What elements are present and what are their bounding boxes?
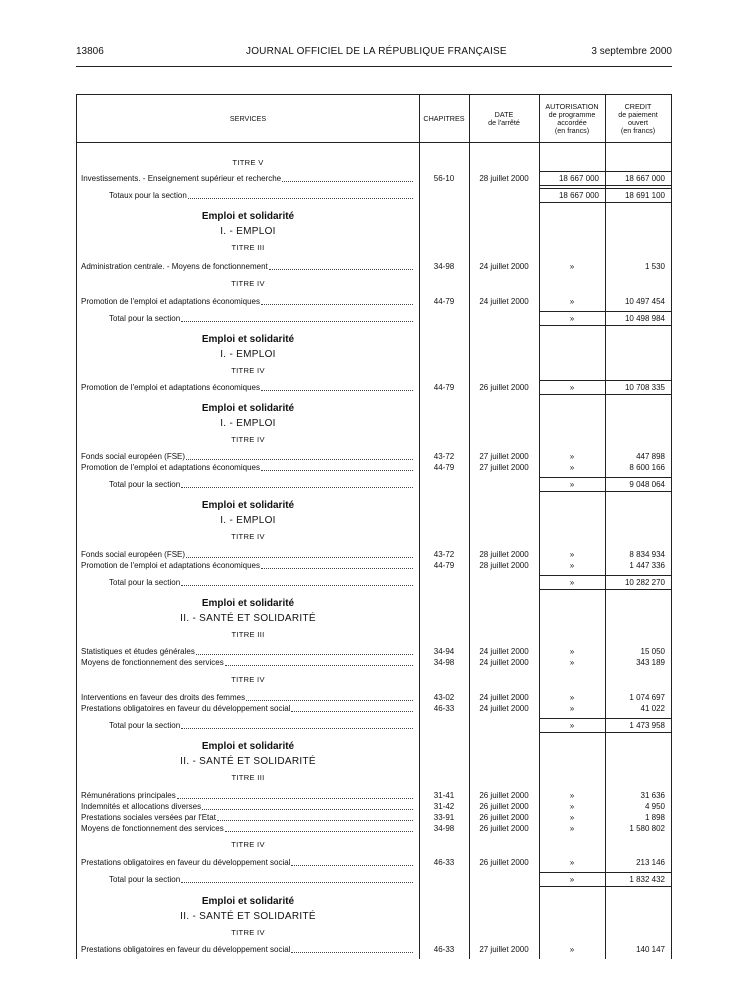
credit-cell: 1 074 697 bbox=[629, 693, 665, 702]
col-header-services: SERVICES bbox=[229, 113, 267, 123]
titre-heading: TITRE IV bbox=[231, 435, 265, 444]
chapitre-cell: 34-98 bbox=[433, 262, 455, 271]
date-cell: 24 juillet 2000 bbox=[479, 693, 529, 702]
row-label-text: Total pour la section bbox=[109, 480, 181, 489]
row-label bbox=[81, 561, 413, 571]
box-rule bbox=[539, 185, 671, 186]
chapitre-cell: 31-42 bbox=[433, 802, 455, 811]
row-label bbox=[109, 721, 413, 731]
table-row bbox=[77, 383, 671, 393]
row-label-text: Indemnités et allocations diverses bbox=[81, 802, 202, 811]
titre-heading: TITRE III bbox=[231, 773, 265, 782]
leader-dots bbox=[282, 181, 413, 182]
row-label bbox=[109, 191, 413, 201]
table-row bbox=[77, 813, 671, 823]
box-rule bbox=[539, 188, 671, 189]
chapitre-cell: 46-33 bbox=[433, 945, 455, 954]
titre-heading: TITRE IV bbox=[231, 279, 265, 288]
credit-cell: 10 282 270 bbox=[624, 578, 665, 587]
leader-dots bbox=[217, 820, 413, 821]
credit-cell: 10 498 984 bbox=[624, 314, 665, 323]
total-row bbox=[77, 721, 671, 731]
row-label bbox=[81, 262, 413, 272]
date-cell: 26 juillet 2000 bbox=[479, 802, 529, 811]
credit-cell: 4 950 bbox=[644, 802, 665, 811]
leader-dots bbox=[177, 798, 413, 799]
credit-cell: 41 022 bbox=[640, 704, 665, 713]
row-label-text: Fonds social européen (FSE) bbox=[81, 550, 186, 559]
date-cell: 26 juillet 2000 bbox=[479, 858, 529, 867]
total-row bbox=[77, 480, 671, 490]
credit-cell: 10 708 335 bbox=[624, 383, 665, 392]
row-label-text: Prestations obligatoires en faveur du développement social bbox=[81, 704, 291, 713]
autorisation-cell: » bbox=[569, 561, 575, 570]
row-label-text: Administration centrale. - Moyens de fonctionnement bbox=[81, 262, 268, 271]
chapitre-cell: 44-79 bbox=[433, 383, 455, 392]
row-label bbox=[81, 647, 413, 657]
table-row bbox=[77, 297, 671, 307]
leader-dots bbox=[181, 728, 413, 729]
credit-cell: 1 898 bbox=[644, 813, 665, 822]
autorisation-cell: 18 667 000 bbox=[558, 191, 599, 200]
credit-cell: 1 447 336 bbox=[629, 561, 665, 570]
autorisation-cell: » bbox=[569, 297, 575, 306]
journal-title: JOURNAL OFFICIEL DE LA RÉPUBLIQUE FRANÇAISE bbox=[246, 46, 507, 57]
credit-cell: 18 691 100 bbox=[624, 191, 665, 200]
row-label-text: Moyens de fonctionnement des services bbox=[81, 658, 224, 667]
credit-cell: 213 146 bbox=[636, 858, 665, 867]
ministry-heading: Emploi et solidarité bbox=[201, 500, 295, 511]
credit-cell: 447 898 bbox=[636, 452, 665, 461]
issue-date: 3 septembre 2000 bbox=[591, 46, 672, 57]
autorisation-cell: » bbox=[569, 704, 575, 713]
total-row bbox=[77, 578, 671, 588]
date-cell: 24 juillet 2000 bbox=[479, 297, 529, 306]
section-heading: II. - SANTÉ ET SOLIDARITÉ bbox=[180, 911, 316, 922]
ministry-heading: Emploi et solidarité bbox=[201, 896, 295, 907]
table-row bbox=[77, 452, 671, 462]
chapitre-cell: 31-41 bbox=[433, 791, 455, 800]
chapitre-cell: 46-33 bbox=[433, 858, 455, 867]
date-cell: 28 juillet 2000 bbox=[479, 174, 529, 183]
row-label bbox=[81, 550, 413, 560]
row-label-text: Promotion de l'emploi et adaptations économiques bbox=[81, 383, 260, 392]
leader-dots bbox=[181, 882, 413, 883]
row-label bbox=[81, 945, 413, 955]
row-label-text: Total pour la section bbox=[109, 875, 181, 884]
autorisation-cell: » bbox=[569, 480, 575, 489]
ministry-heading: Emploi et solidarité bbox=[201, 598, 295, 609]
ministry-heading: Emploi et solidarité bbox=[201, 211, 295, 222]
credit-cell: 31 636 bbox=[640, 791, 665, 800]
header-rule bbox=[76, 66, 672, 67]
credit-cell: 1 580 802 bbox=[629, 824, 665, 833]
row-label-text: Rémunérations principales bbox=[81, 791, 176, 800]
autorisation-cell: » bbox=[569, 647, 575, 656]
date-cell: 26 juillet 2000 bbox=[479, 791, 529, 800]
date-cell: 28 juillet 2000 bbox=[479, 550, 529, 559]
box-rule bbox=[539, 575, 671, 576]
leader-dots bbox=[202, 809, 413, 810]
col-header-chapitres: CHAPITRES bbox=[423, 113, 465, 123]
autorisation-cell: » bbox=[569, 858, 575, 867]
col-header-credit: CREDIT de paiement ouvert (en francs) bbox=[618, 101, 658, 135]
row-label-text: Prestations sociales versées par l'Etat bbox=[81, 813, 216, 822]
table-row bbox=[77, 704, 671, 714]
table-row bbox=[77, 174, 671, 184]
row-label bbox=[81, 813, 413, 823]
leader-dots bbox=[246, 700, 413, 701]
ministry-heading: Emploi et solidarité bbox=[201, 741, 295, 752]
row-label-text: Investissements. - Enseignement supérieur et recherche bbox=[81, 174, 282, 183]
section-heading: I. - EMPLOI bbox=[220, 226, 276, 237]
box-rule bbox=[539, 202, 671, 203]
row-label bbox=[109, 314, 413, 324]
box-rule bbox=[539, 872, 671, 873]
autorisation-cell: » bbox=[569, 693, 575, 702]
row-label bbox=[81, 824, 413, 834]
table-row bbox=[77, 647, 671, 657]
date-cell: 28 juillet 2000 bbox=[479, 561, 529, 570]
box-rule bbox=[539, 491, 671, 492]
table-row bbox=[77, 463, 671, 473]
row-label bbox=[81, 463, 413, 473]
col-header-date: DATE de l'arrêté bbox=[488, 109, 520, 127]
chapitre-cell: 46-33 bbox=[433, 704, 455, 713]
leader-dots bbox=[188, 198, 413, 199]
chapitre-cell: 43-02 bbox=[433, 693, 455, 702]
ministry-heading: Emploi et solidarité bbox=[201, 334, 295, 345]
credit-cell: 343 189 bbox=[636, 658, 665, 667]
chapitre-cell: 33-91 bbox=[433, 813, 455, 822]
autorisation-cell: » bbox=[569, 578, 575, 587]
table-row bbox=[77, 858, 671, 868]
row-label-text: Fonds social européen (FSE) bbox=[81, 452, 186, 461]
credit-cell: 8 600 166 bbox=[629, 463, 665, 472]
credit-cell: 18 667 000 bbox=[624, 174, 665, 183]
autorisation-cell: » bbox=[569, 550, 575, 559]
leader-dots bbox=[261, 470, 413, 471]
table-row bbox=[77, 791, 671, 801]
box-rule bbox=[539, 171, 671, 172]
titre-heading: TITRE IV bbox=[231, 675, 265, 684]
box-rule bbox=[539, 325, 671, 326]
leader-dots bbox=[181, 321, 413, 322]
autorisation-cell: » bbox=[569, 262, 575, 271]
leader-dots bbox=[186, 557, 413, 558]
col-header-autorisation: AUTORISATION de programme accordée (en francs) bbox=[545, 101, 599, 135]
row-label bbox=[109, 875, 413, 885]
total-row bbox=[77, 191, 671, 201]
date-cell: 26 juillet 2000 bbox=[479, 813, 529, 822]
chapitre-cell: 44-79 bbox=[433, 463, 455, 472]
row-label-text: Moyens de fonctionnement des services bbox=[81, 824, 224, 833]
row-label-text: Prestations obligatoires en faveur du développement social bbox=[81, 945, 291, 954]
leader-dots bbox=[291, 952, 413, 953]
total-row bbox=[77, 314, 671, 324]
credit-cell: 15 050 bbox=[640, 647, 665, 656]
credit-cell: 9 048 064 bbox=[629, 480, 665, 489]
date-cell: 24 juillet 2000 bbox=[479, 647, 529, 656]
chapitre-cell: 34-94 bbox=[433, 647, 455, 656]
credit-cell: 8 834 934 bbox=[629, 550, 665, 559]
autorisation-cell: » bbox=[569, 452, 575, 461]
row-label-text: Statistiques et études générales bbox=[81, 647, 195, 656]
leader-dots bbox=[186, 459, 413, 460]
credit-cell: 1 473 958 bbox=[629, 721, 665, 730]
chapitre-cell: 43-72 bbox=[433, 550, 455, 559]
credit-cell: 10 497 454 bbox=[624, 297, 665, 306]
leader-dots bbox=[225, 665, 413, 666]
section-heading: I. - EMPLOI bbox=[220, 349, 276, 360]
page-number: 13806 bbox=[76, 46, 104, 57]
box-rule bbox=[539, 394, 671, 395]
ministry-heading: Emploi et solidarité bbox=[201, 403, 295, 414]
leader-dots bbox=[196, 654, 413, 655]
table-row bbox=[77, 945, 671, 955]
row-label-text: Promotion de l'emploi et adaptations économiques bbox=[81, 297, 260, 306]
chapitre-cell: 34-98 bbox=[433, 658, 455, 667]
row-label bbox=[81, 704, 413, 714]
box-rule bbox=[539, 477, 671, 478]
autorisation-cell: » bbox=[569, 875, 575, 884]
row-label-text: Totaux pour la section bbox=[109, 191, 187, 200]
titre-heading: TITRE IV bbox=[231, 840, 265, 849]
row-label bbox=[81, 693, 413, 703]
box-rule bbox=[539, 311, 671, 312]
budget-table bbox=[76, 94, 672, 959]
credit-cell: 1 832 432 bbox=[629, 875, 665, 884]
section-heading: I. - EMPLOI bbox=[220, 418, 276, 429]
titre-heading: TITRE IV bbox=[231, 366, 265, 375]
row-label bbox=[81, 452, 413, 462]
box-rule bbox=[539, 886, 671, 887]
box-rule bbox=[539, 718, 671, 719]
date-cell: 27 juillet 2000 bbox=[479, 463, 529, 472]
row-label-text: Total pour la section bbox=[109, 578, 181, 587]
row-label bbox=[81, 297, 413, 307]
date-cell: 24 juillet 2000 bbox=[479, 704, 529, 713]
table-row bbox=[77, 561, 671, 571]
autorisation-cell: » bbox=[569, 658, 575, 667]
autorisation-cell: » bbox=[569, 802, 575, 811]
row-label bbox=[81, 802, 413, 812]
box-rule bbox=[539, 732, 671, 733]
total-row bbox=[77, 875, 671, 885]
row-label bbox=[81, 658, 413, 668]
leader-dots bbox=[181, 487, 413, 488]
table-row bbox=[77, 658, 671, 668]
date-cell: 26 juillet 2000 bbox=[479, 824, 529, 833]
leader-dots bbox=[261, 568, 413, 569]
box-rule bbox=[539, 589, 671, 590]
row-label bbox=[81, 791, 413, 801]
table-row bbox=[77, 262, 671, 272]
row-label bbox=[81, 858, 413, 868]
table-row bbox=[77, 824, 671, 834]
row-label-text: Prestations obligatoires en faveur du développement social bbox=[81, 858, 291, 867]
titre-heading: TITRE IV bbox=[231, 928, 265, 937]
row-label bbox=[81, 174, 413, 184]
credit-cell: 1 530 bbox=[644, 262, 665, 271]
section-heading: II. - SANTÉ ET SOLIDARITÉ bbox=[180, 613, 316, 624]
row-label bbox=[81, 383, 413, 393]
row-label-text: Total pour la section bbox=[109, 314, 181, 323]
date-cell: 24 juillet 2000 bbox=[479, 262, 529, 271]
autorisation-cell: » bbox=[569, 721, 575, 730]
leader-dots bbox=[291, 865, 413, 866]
autorisation-cell: » bbox=[569, 813, 575, 822]
chapitre-cell: 56-10 bbox=[433, 174, 455, 183]
chapitre-cell: 34-98 bbox=[433, 824, 455, 833]
row-label bbox=[109, 480, 413, 490]
titre-heading: TITRE III bbox=[231, 630, 265, 639]
autorisation-cell: » bbox=[569, 824, 575, 833]
leader-dots bbox=[261, 304, 413, 305]
section-heading: I. - EMPLOI bbox=[220, 515, 276, 526]
titre-heading: TITRE V bbox=[232, 158, 264, 167]
autorisation-cell: » bbox=[569, 945, 575, 954]
chapitre-cell: 44-79 bbox=[433, 561, 455, 570]
row-label-text: Promotion de l'emploi et adaptations économiques bbox=[81, 463, 260, 472]
table-row bbox=[77, 802, 671, 812]
autorisation-cell: » bbox=[569, 314, 575, 323]
leader-dots bbox=[261, 390, 413, 391]
titre-heading: TITRE III bbox=[231, 243, 265, 252]
leader-dots bbox=[269, 269, 413, 270]
autorisation-cell: » bbox=[569, 791, 575, 800]
date-cell: 24 juillet 2000 bbox=[479, 658, 529, 667]
titre-heading: TITRE IV bbox=[231, 532, 265, 541]
row-label-text: Interventions en faveur des droits des femmes bbox=[81, 693, 246, 702]
autorisation-cell: 18 667 000 bbox=[558, 174, 599, 183]
autorisation-cell: » bbox=[569, 383, 575, 392]
box-rule bbox=[539, 380, 671, 381]
leader-dots bbox=[225, 831, 413, 832]
row-label bbox=[109, 578, 413, 588]
chapitre-cell: 43-72 bbox=[433, 452, 455, 461]
date-cell: 27 juillet 2000 bbox=[479, 945, 529, 954]
credit-cell: 140 147 bbox=[636, 945, 665, 954]
leader-dots bbox=[291, 711, 413, 712]
date-cell: 27 juillet 2000 bbox=[479, 452, 529, 461]
table-row bbox=[77, 693, 671, 703]
table-row bbox=[77, 550, 671, 560]
date-cell: 26 juillet 2000 bbox=[479, 383, 529, 392]
autorisation-cell: » bbox=[569, 463, 575, 472]
row-label-text: Total pour la section bbox=[109, 721, 181, 730]
leader-dots bbox=[181, 585, 413, 586]
section-heading: II. - SANTÉ ET SOLIDARITÉ bbox=[180, 756, 316, 767]
chapitre-cell: 44-79 bbox=[433, 297, 455, 306]
row-label-text: Promotion de l'emploi et adaptations économiques bbox=[81, 561, 260, 570]
